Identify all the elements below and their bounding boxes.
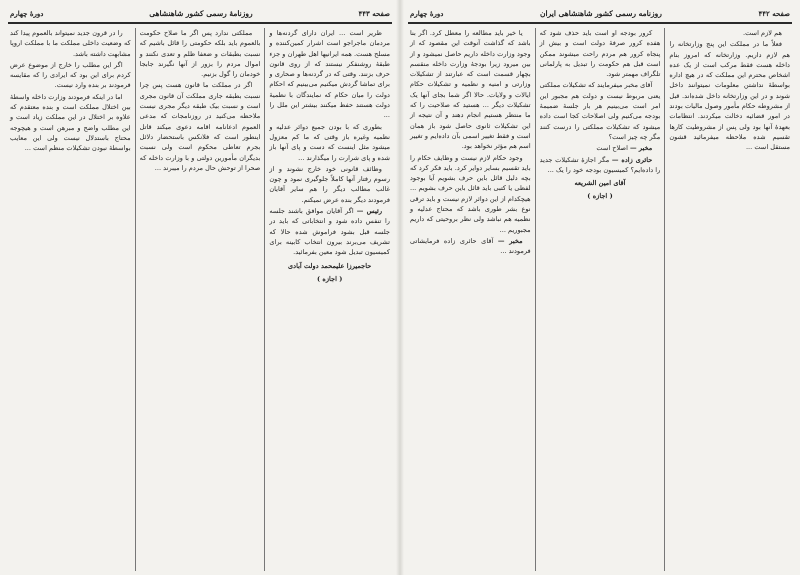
paragraph: هم لازم است. bbox=[742, 29, 782, 37]
volume-label: دورهٔ چهارم bbox=[410, 8, 444, 18]
text-column bbox=[264, 28, 394, 571]
section-heading: حاجمیرزا علیمحمد دولت آبادی bbox=[287, 261, 372, 270]
page-number: صفحه ۴۴۲ bbox=[758, 8, 790, 18]
paragraph: اما در اینکه فرمودند وزارت داخله واسطهٔ بین اختلال مملکت است و بنده معتقدم که علاوه بر اختلال در این مملکت زیاد است و این مطلب واضح و مبرهن است و هیچوجه محتاج باستدلال نیست ولی این معایب بواسطهٔ نبودن تشکیلات منظم است ... bbox=[9, 92, 131, 153]
text-column bbox=[664, 28, 794, 571]
paragraph: اگر این مطلب را خارج از موضوع عرض کردم برای این بود که ایرادی را که مقایسه فرمودند بر بنده وارد نیست. bbox=[9, 60, 131, 90]
paragraph: یا خیر باید مطالعه را معطل کرد. اگر بنا باشد که گذاشت آنوقت این مقصود که از وجود وزارت داخله داریم حاصل نمیشود و از بین میرود زیرا بودجهٔ وزارت داخله منقسم بچهار قسمت است که عبارتند از تشکیلات وزارتی و امنیه و نظمیه و تشکیلات حکام ایالات و ولایات. حالا اگر شما بجای آنها یک تشکیلات دیگر ... هستید که صلاحیت را که ما منتظر هستیم انجام دهند و آن نتیجه از این تشکیلات ثانوی حاصل شود باز همان است و فقط تغییر اسمی بآن داده‌ایم و تغییر اسم هم مؤثر نخواهد بود. bbox=[409, 29, 531, 151]
paragraph: بطوری که با بودن جمیع دوائر عدلیه و نظمیه وغیره باز وقتی که ما کم معزول میشود مثل اینست که دست و پای آنها باز شده و پای شرارت را میگذارند ... bbox=[269, 122, 390, 162]
paragraph: ظریر است ... ایران دارای گردنه‌ها و مردمان ماجراجو است اشرار کمین‌کننده و مسلح هست. همه ایرانیها اهل طهران و جزء طبقهٔ روشنفکر نیستند که از روی قانون حرف بزنند. وقتی که در گردنه‌ها و صحاری و برای تماشا گردش میکنیم می‌بینیم که احکام دولت را میان حکام که نمایندگان با نظمیهٔ دولت هستند حفظ میکنند بیشتر این ملل را ... bbox=[269, 29, 390, 120]
newspaper-title: روزنامه رسمی کشور شاهنشاهی ایران bbox=[540, 8, 662, 18]
section-heading: ( اجازه ) bbox=[587, 192, 613, 201]
paragraph: مملکتی ندارد پس اگر ما صلاح حکومت بالعموم باید بلکه حکومتی را قائل باشیم که نسبت بطبقات و ضعفا ظلم و تعدی نکنند و اموال مردم را بزور از آنها نگیرند جابجا خودمان را گول بزنیم. bbox=[139, 29, 261, 79]
paragraph: فعلاً ما در مملکت این پنج وزارتخانه را هم لازم داریم. وزارتخانه که امروز بنام داخله هست فقط مرکب است از یک عده اشخاص محترم این مملکت که در هیچ اداره بواسطهٔ نداشتن معلومات نمیتوانند داخل شوند و در این وزارتخانه داخل شده‌اند. قبل از مشروطه حکام مأمور وصول مالیات بودند در امور قضائیه دخالت میکردند. انتظامات بعهدهٔ آنها بود ولی پس از مشروطیت کارها تقسیم شده ملاحظه میفرمائید قشون مستقل است ... bbox=[669, 40, 790, 152]
page-header bbox=[10, 6, 390, 20]
columns bbox=[6, 28, 394, 571]
columns bbox=[406, 28, 794, 571]
newspaper-title: روزنامهٔ رسمی کشور شاهنشاهی bbox=[149, 8, 253, 18]
volume-label: دورهٔ چهارم bbox=[10, 8, 44, 18]
speaker-name: رئیس — bbox=[356, 207, 383, 216]
section-heading: آقای امین الشریعه bbox=[574, 179, 626, 188]
text-column bbox=[535, 28, 665, 571]
page-number: صفحه ۴۴۳ bbox=[358, 8, 390, 18]
section-heading: ( اجازه ) bbox=[316, 274, 343, 283]
speaker-paragraph: رئیس — اگر آقایان موافق باشند جلسه را تنفس داده شود و انتخاباتی که باید در جلسه قبل بشود فراموش شده حالا که تشریف می‌برند بیرون انتخاب کابینه برای کمیسیون تبدیل شود معین بفرمائید. bbox=[269, 207, 390, 257]
speaker-paragraph: مخبر — آقای حائری زاده فرمایشاتی فرمودند ... bbox=[409, 236, 531, 256]
speaker-paragraph: حائری زاده — مگر اجازهٔ تشکیلات جدید را داده‌ایم؟ کمیسیون بودجه خود را یک ... bbox=[539, 155, 661, 174]
header-rule bbox=[8, 22, 392, 24]
speaker-name: حائری زاده — bbox=[611, 155, 653, 164]
paragraph: وظائف قانونی خود خارج نشوند و از رسوم رفتار آنها کاملاً جلوگیری نمود و چون غالب مطالب دیگر را هم سایر آقایان فرمودند دیگر بنده عرض نمیکنم. bbox=[269, 164, 390, 204]
paragraph: را در قرون جدید نمیتواند بالعموم پیدا کند که وضعیت داخلی مملکت ما با مملکت اروپا مشابهت داشته باشد. bbox=[9, 29, 131, 58]
header-rule bbox=[408, 22, 792, 24]
speaker-name: مخبر — bbox=[497, 236, 523, 245]
text-column bbox=[6, 28, 135, 571]
speaker-name: مخبر — bbox=[630, 144, 653, 153]
page-442 bbox=[400, 0, 800, 575]
text-column bbox=[135, 28, 265, 571]
paragraph: کرور بودجه او است باید حذف شود که هفده کرور صرفهٔ دولت است و بیش از پنجاه کرور هم مردم راحت میشوند ممکن است قبل هم حکومت را تبدیل به پارلمانی تلگراف مهمتر شود. bbox=[539, 29, 661, 79]
paragraph: وجود حکام لازم نیست و وظایف حکام را باید تقسیم بسایر دوایر کرد. باید فکر کرد که بچه دلیل قائل باین حرف بشویم آیا بوجود لفظی یا کتبی باید قائل باین حرف بشویم ... هیچکدام از این دوائر لازم نیست و باید ترقی نوع بشر طوری باشد که محتاج عدلیه و نظمیه هم نباشد ولی نظر بروحیتی که داریم مجبوریم ... bbox=[409, 153, 531, 234]
paragraph: آقای مخبر میفرمایند که تشکیلات مملکتی یعنی مربوط نیست و دولت هم مجبور این امر است می‌بینیم هر بار جلسهٔ ضمیمهٔ بودجه می‌کنیم ولی اصلاحات کجا است داده میشود که تشکیلات مملکتی را درست کنند مگر چه چیز است؟ bbox=[539, 81, 661, 141]
page-header bbox=[410, 6, 790, 20]
text-column bbox=[406, 28, 535, 571]
paragraph: اگر در مملکت ما قانون هست پس چرا نسبت بطبقه جاری مملکت آن قانون مجری است و نسبت بیک طبقه دیگر مجری نیست ملاحظه می‌کنید در روزنامجات که مدعی العموم ادعانامه اقامه دعوی میکند قاتل اینطور است که فلانکس باستحضار دلائل بجرم تعاطی محکوم است ولی نسبت بدیگران مأمورین دولتی و با وزارت داخله که صحرا از توحش حال مردم را میبرند ... bbox=[139, 81, 261, 172]
speaker-paragraph: مخبر — اصلاح است bbox=[596, 144, 653, 153]
